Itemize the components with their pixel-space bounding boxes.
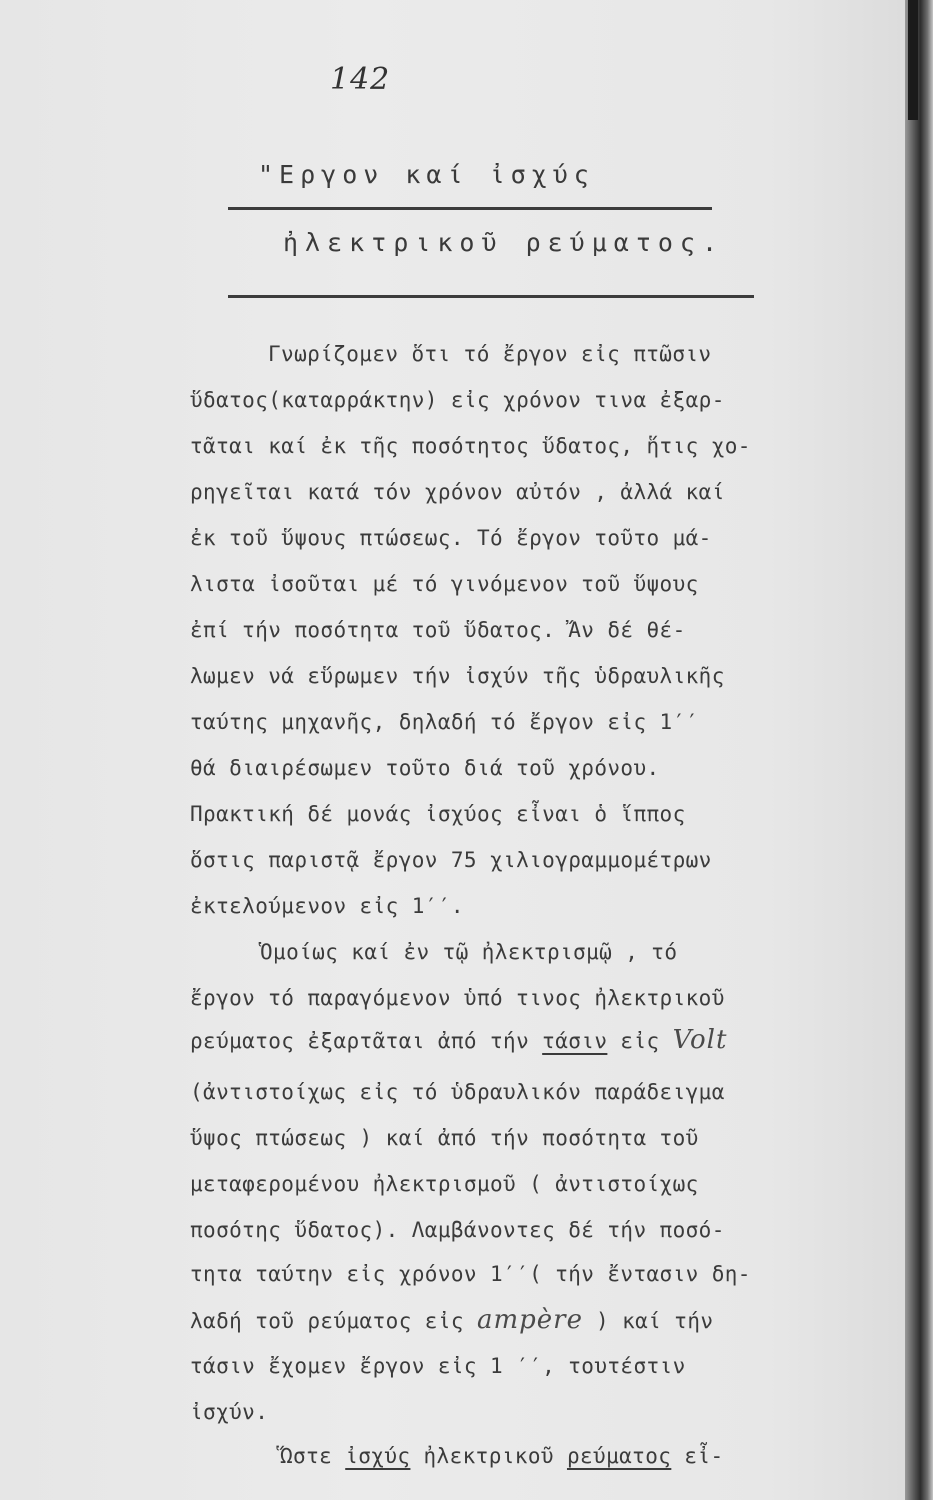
text-line: ἐκτελούμενον εἰς 1′′. xyxy=(190,894,464,918)
text-line: Πρακτική δέ μονάς ἰσχύος εἶναι ὁ ἵππος xyxy=(190,802,686,826)
text-line: λωμεν νά εὕρωμεν τήν ἰσχύν τῆς ὑδραυλικῆς xyxy=(190,664,725,688)
text-line: ρηγεῖται κατά τόν χρόνον αὐτόν , ἀλλά καί xyxy=(190,480,725,504)
text-line: λιστα ἰσοῦται μέ τό γινόμενον τοῦ ὕψους xyxy=(190,572,699,596)
title-line-1: "Εργον καί ἰσχύς xyxy=(258,160,595,189)
text-line xyxy=(190,1024,727,1056)
text-line: Γνωρίζομεν ὅτι τό ἔργον εἰς πτῶσιν xyxy=(268,342,712,366)
text-fragment: εἰς xyxy=(607,1029,673,1053)
text-line: μεταφερομένου ἠλεκτρισμοῦ ( ἀντιστοίχως xyxy=(190,1172,699,1196)
title-underline-2 xyxy=(228,295,754,298)
text-line: Ὁμοίως καί ἐν τῷ ἠλεκτρισμῷ , τό xyxy=(260,940,678,964)
text-fragment: ἠλεκτρικοῦ xyxy=(410,1444,567,1468)
text-line xyxy=(280,1440,724,1472)
text-fragment: λαδή τοῦ ρεύματος εἰς xyxy=(190,1309,477,1333)
text-line: ὅστις παριστᾷ ἔργον 75 χιλιογραμμομέτρων xyxy=(190,848,712,872)
text-fragment: ρεύματος ἐξαρτᾶται ἀπό τήν xyxy=(190,1029,543,1053)
spine-shadow xyxy=(908,0,918,120)
text-line: ἐπί τήν ποσότητα τοῦ ὕδατος. Ἄν δέ θέ- xyxy=(190,618,686,642)
text-line: τητα ταύτην εἰς χρόνον 1′′( τήν ἔντασιν δη- xyxy=(190,1262,751,1286)
text-line: ἔργον τό παραγόμενον ὑπό τινος ἠλεκτρικοῦ xyxy=(190,986,725,1010)
text-line: ποσότης ὕδατος). Λαμβάνοντες δέ τήν ποσό- xyxy=(190,1218,725,1242)
book-spine xyxy=(905,0,933,1500)
text-line: ὕψος πτώσεως ) καί ἀπό τήν ποσότητα τοῦ xyxy=(190,1126,699,1150)
underlined-term: ἰσχύς xyxy=(345,1444,411,1468)
handwritten-note: ampère xyxy=(476,1305,583,1335)
text-line: ἰσχύν. xyxy=(190,1400,269,1424)
underlined-term: ρεύματος xyxy=(566,1444,672,1468)
text-line: ἐκ τοῦ ὕψους πτώσεως. Τό ἔργον τοῦτο μά- xyxy=(190,526,712,550)
page-number: 142 xyxy=(330,62,391,97)
title-line-2: ἠλεκτρικοῦ ρεύματος. xyxy=(283,228,725,257)
handwritten-note: Volt xyxy=(672,1025,728,1055)
text-line: τάσιν ἔχομεν ἔργον εἰς 1 ′′, τουτέστιν xyxy=(190,1354,686,1378)
text-line: (ἀντιστοίχως εἰς τό ὑδραυλικόν παράδειγμα xyxy=(190,1080,725,1104)
text-line xyxy=(190,1304,713,1336)
text-line: τᾶται καί ἐκ τῆς ποσότητος ὕδατος, ἥτις χο- xyxy=(190,434,751,458)
text-line: ὕδατος(καταρράκτην) εἰς χρόνον τινα ἐξαρ- xyxy=(190,388,725,412)
text-line: ταύτης μηχανῆς, δηλαδή τό ἔργον εἰς 1′′ xyxy=(190,710,699,734)
text-fragment: ) καί τήν xyxy=(582,1309,714,1333)
text-fragment: Ὥστε xyxy=(280,1444,346,1468)
text-fragment: εἶ- xyxy=(671,1444,724,1468)
title-underline-1 xyxy=(228,207,712,210)
text-line: θά διαιρέσωμεν τοῦτο διά τοῦ χρόνου. xyxy=(190,756,660,780)
underlined-term: τάσιν xyxy=(542,1029,608,1053)
